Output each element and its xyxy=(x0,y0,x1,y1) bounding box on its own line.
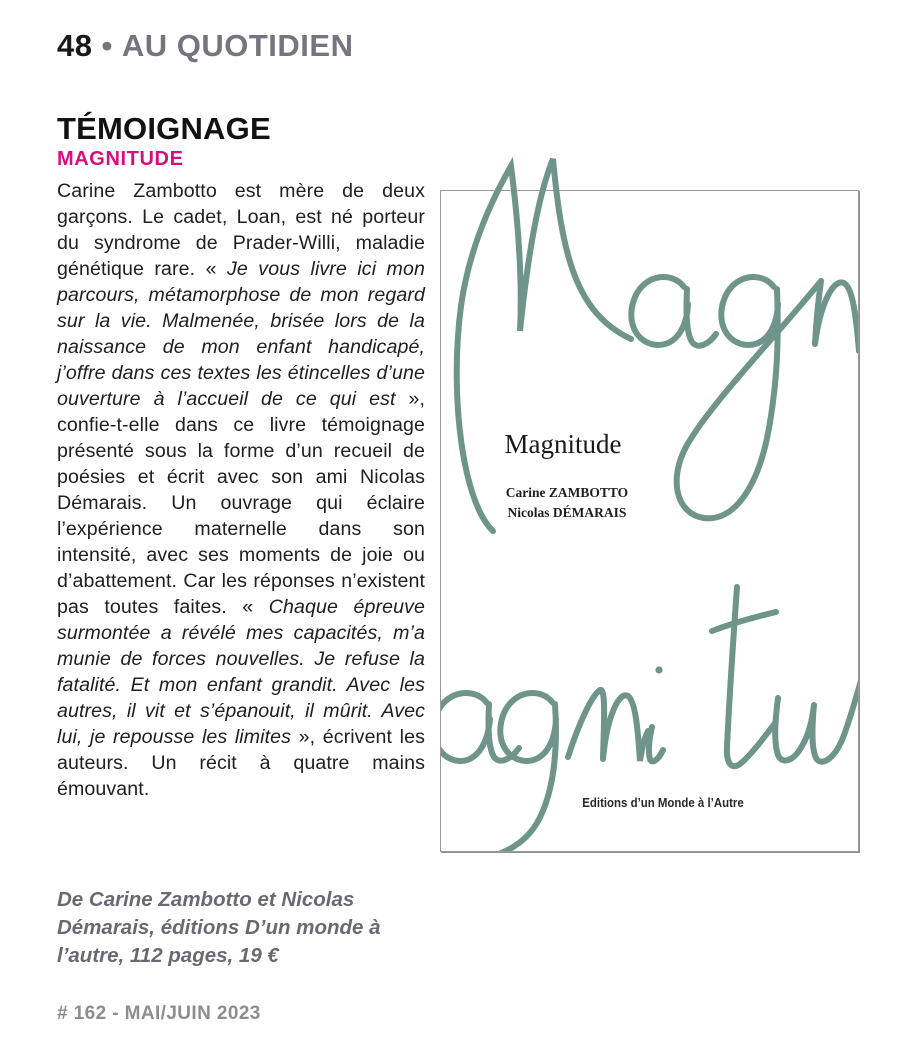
body-quote-segment: Chaque épreuve surmontée a révélé mes capacités, m’a munie de forces nouvelles. Je refuse la fatalité. Et mon enfant grandit. Avec les autres, il vit et s’épanouit, il mûrit. Avec lui, je repousse les limites xyxy=(57,596,425,748)
credit-line: De Carine Zambotto et Nicolas xyxy=(57,888,355,911)
article-kicker: TÉMOIGNAGE xyxy=(57,111,271,146)
page-header xyxy=(57,28,353,64)
page-number: 48 xyxy=(57,28,93,63)
book-credit xyxy=(57,886,437,970)
cover-authors xyxy=(441,483,693,523)
body-text-segment: », confie-t-elle dans ce livre témoignage présenté sous la forme d’un recueil de poésies et écrit avec son ami Nicolas Démarais. Un ouvrage qui éclaire l’expérience maternelle dans son intensité, avec ses moments de joie ou d’abattement. Car les réponses n’existent pas toutes faites. « xyxy=(57,388,425,618)
credit-line: l’autre, 112 pages, 19 € xyxy=(57,944,279,967)
article-body xyxy=(57,178,425,802)
body-quote-segment: Je vous livre ici mon parcours, métamorphose de mon regard sur la vie. Malmenée, brisée lors de la naissance de mon enfant handicapé, j’offre dans ces textes les étincelles d’une ouverture à l’accueil de ce qui est xyxy=(57,258,425,410)
script-word-agnitu xyxy=(441,587,858,851)
page-footer: # 162 - MAI/JUIN 2023 xyxy=(57,1003,261,1024)
book-cover xyxy=(440,190,859,852)
i-dot xyxy=(655,666,662,673)
section-title: AU QUOTIDIEN xyxy=(121,28,354,63)
body-text-segment: », écrivent les auteurs. Un récit à quatre mains émouvant. xyxy=(57,726,425,800)
script-word-magn xyxy=(457,159,858,531)
cover-author: Nicolas DÉMARAIS xyxy=(507,505,627,520)
credit-line: Démarais, éditions D’un monde à xyxy=(57,916,381,939)
body-text-segment: Carine Zambotto est mère de deux garçons. Le cadet, Loan, est né porteur du syndrome de Prader-Willi, maladie génétique rare. « xyxy=(57,180,425,280)
cover-publisher: Editions d’un Monde à l’Autre xyxy=(582,795,744,810)
cover-title: Magnitude xyxy=(504,429,622,459)
article-title: MAGNITUDE xyxy=(57,148,184,170)
header-separator: • xyxy=(101,28,113,63)
cover-author: Carine ZAMBOTTO xyxy=(505,485,629,500)
